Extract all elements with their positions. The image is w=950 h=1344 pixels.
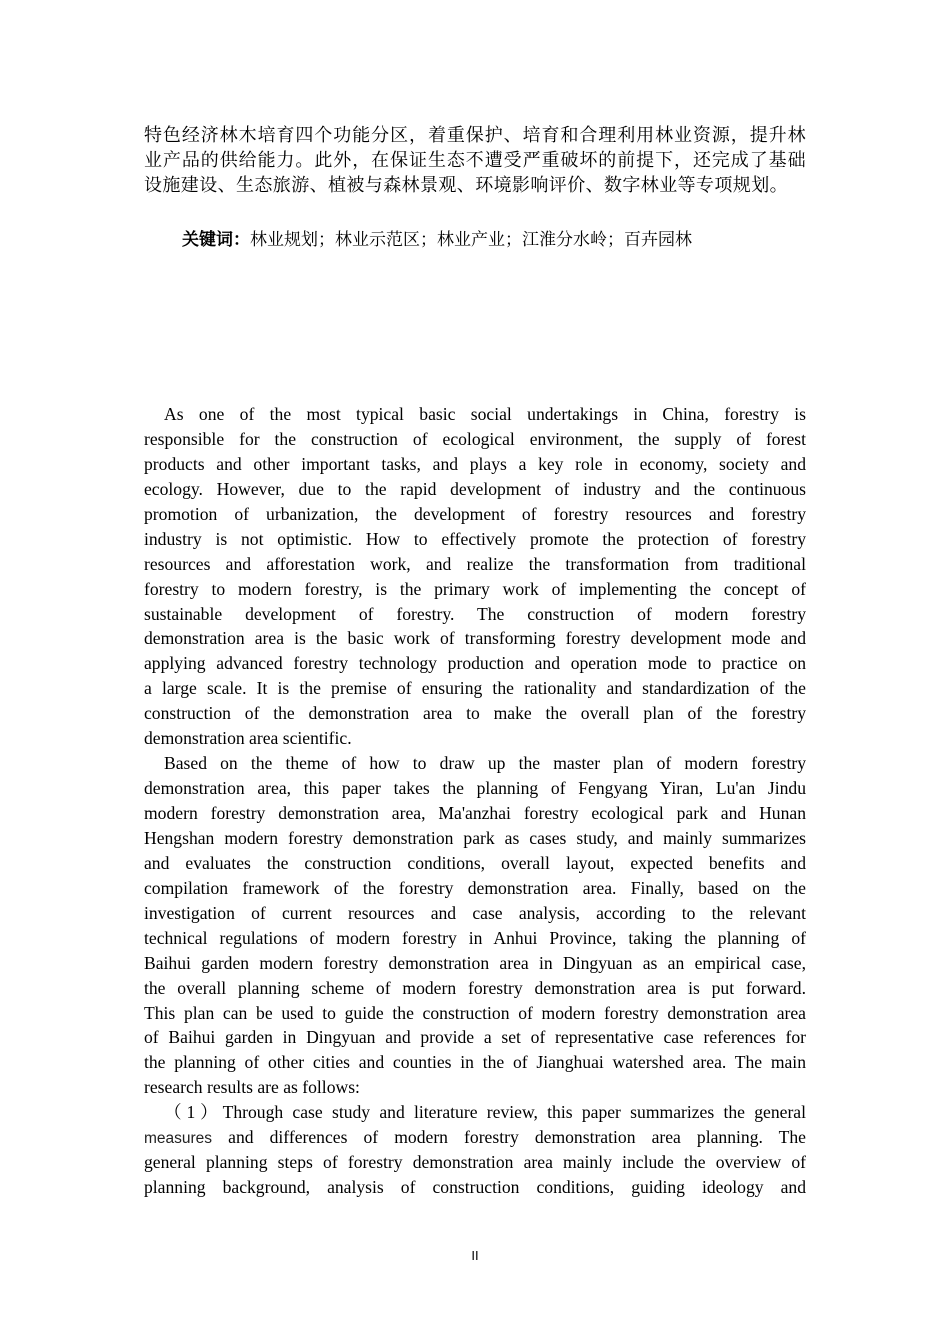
paragraph-line (144, 801, 806, 826)
paragraph-line (144, 1175, 806, 1200)
text-run: （1）Through case study and literature review, this paper summarizes the general (164, 1102, 806, 1123)
text-run: research results are as follows: (144, 1077, 360, 1098)
keywords-text: 林业规划；林业示范区；林业产业；江淮分水岭；百卉园林 (250, 230, 692, 250)
text-run: of Baihui garden in Dingyuan and provide a set of representative case references for (144, 1027, 806, 1048)
paragraph-line (144, 1150, 806, 1175)
text-run: sustainable development of forestry. The construction of modern forestry (144, 603, 806, 624)
text-run: products and other important tasks, and plays a key role in economy, society and (144, 453, 806, 474)
paragraph-line (144, 1125, 806, 1150)
abstract-line: 业产品的供给能力。此外，在保证生态不遭受严重破坏的前提下，还完成了基础 (144, 150, 806, 171)
paragraph-line (144, 976, 806, 1001)
paragraph-line (144, 926, 806, 951)
text-run: a large scale. It is the premise of ensuring the rationality and standardization of the (144, 678, 806, 699)
paragraph-line (144, 477, 806, 502)
text-run: applying advanced forestry technology production and operation mode to practice on (144, 653, 806, 674)
text-run: demonstration area, this paper takes the planning of Fengyang Yiran, Lu'an Jindu (144, 778, 806, 799)
paragraph-line (144, 851, 806, 876)
paragraph-line (144, 726, 806, 751)
text-run: As one of the most typical basic social undertakings in China, forestry is (164, 404, 806, 424)
text-run: responsible for the construction of ecological environment, the supply of forest (144, 428, 806, 449)
chinese-abstract-tail (144, 123, 806, 198)
text-run: investigation of current resources and case analysis, according to the relevant (144, 902, 806, 923)
keywords-label: 关键词： (182, 230, 250, 250)
text-run: Based on the theme of how to draw up the master plan of modern forestry (164, 753, 806, 774)
text-run: forestry to modern forestry, is the primary work of implementing the concept of (144, 578, 806, 599)
english-abstract (144, 402, 806, 1200)
text-run: demonstration area is the basic work of transforming forestry development mode and (144, 628, 806, 649)
paragraph-line (144, 552, 806, 577)
text-run: industry is not optimistic. How to effectively promote the protection of forestry (144, 528, 806, 549)
text-run: measures (144, 1130, 213, 1148)
paragraph-line (144, 527, 806, 552)
text-run: the overall planning scheme of modern forestry demonstration area is put forward. (144, 977, 806, 998)
text-run: and differences of modern forestry demonstration area planning. The (212, 1127, 806, 1148)
abstract-line: 设施建设、生态旅游、植被与森林景观、环境影响评价、数字林业等专项规划。 (144, 175, 788, 196)
paragraph-line (144, 826, 806, 851)
paragraph-line (144, 1050, 806, 1075)
paragraph-line (144, 676, 806, 701)
keywords-line (182, 225, 692, 250)
paragraph-line (144, 602, 806, 627)
text-run: This plan can be used to guide the construction of modern forestry demonstration area (144, 1002, 806, 1023)
paragraph-line (144, 402, 806, 427)
paragraph-line (144, 626, 806, 651)
abstract-line: 特色经济林木培育四个功能分区，着重保护、培育和合理利用林业资源，提升林 (144, 125, 806, 146)
text-run: construction of the demonstration area to make the overall plan of the forestry (144, 703, 806, 724)
paragraph-line (144, 452, 806, 477)
paragraph-line (144, 427, 806, 452)
page-number: II (471, 1248, 479, 1263)
paragraph-line (144, 651, 806, 676)
paragraph-line (144, 1100, 806, 1125)
text-run: technical regulations of modern forestry in Anhui Province, taking the planning of (144, 927, 806, 948)
text-run: and evaluates the construction conditions, overall layout, expected benefits and (144, 852, 806, 873)
paragraph-line (144, 1075, 806, 1100)
paragraph-line (144, 951, 806, 976)
text-run: Hengshan modern forestry demonstration park as cases study, and mainly summarizes (144, 827, 806, 848)
text-run: general planning steps of forestry demonstration area mainly include the overview of (144, 1152, 806, 1173)
text-run: planning background, analysis of construction conditions, guiding ideology and (144, 1177, 806, 1198)
abstract-paragraph (144, 1100, 806, 1200)
paragraph-line (144, 502, 806, 527)
abstract-paragraph (144, 402, 806, 751)
text-run: Baihui garden modern forestry demonstration area in Dingyuan as an empirical case, (144, 952, 806, 973)
text-run: modern forestry demonstration area, Ma'anzhai forestry ecological park and Hunan (144, 803, 806, 823)
paragraph-line (144, 1001, 806, 1026)
paragraph-line (144, 701, 806, 726)
paragraph-line (144, 901, 806, 926)
text-run: compilation framework of the forestry demonstration area. Finally, based on the (144, 877, 806, 898)
paragraph-line (144, 577, 806, 602)
text-run: ecology. However, due to the rapid development of industry and the continuous (144, 478, 806, 499)
text-run: the planning of other cities and counties in the of Jianghuai watershed area. The main (144, 1052, 806, 1073)
paragraph-line (144, 776, 806, 801)
text-run: promotion of urbanization, the development of forestry resources and forestry (144, 503, 806, 524)
abstract-paragraph (144, 751, 806, 1100)
text-run: resources and afforestation work, and realize the transformation from traditional (144, 553, 806, 574)
text-run: demonstration area scientific. (144, 728, 352, 749)
paragraph-line (144, 1025, 806, 1050)
paragraph-line (144, 876, 806, 901)
paragraph-line (144, 751, 806, 776)
